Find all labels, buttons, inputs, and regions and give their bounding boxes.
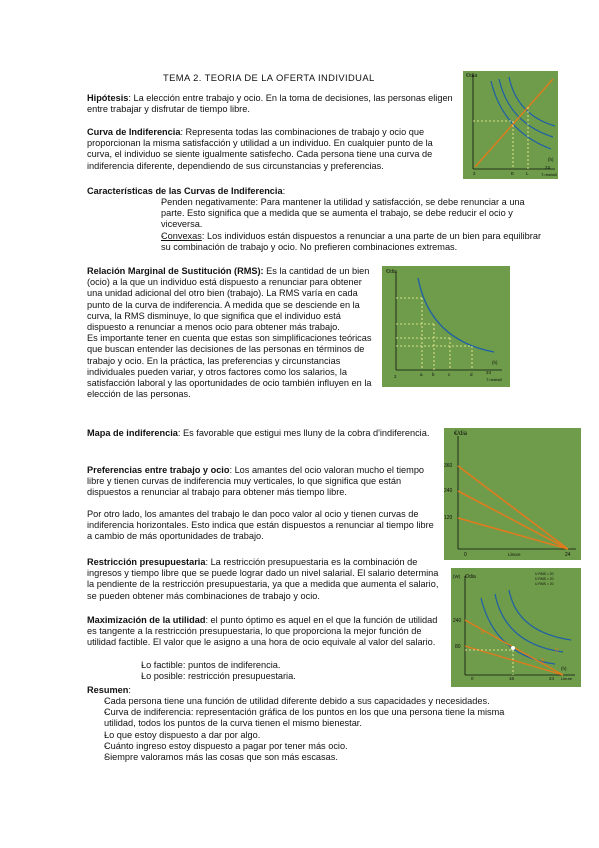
list-item: - Penden negativamente: Para mantener la utilidad y satisfacción, se debe renunciar a una parte. Esto significa que a medida que se aumenta el trabajo, se debe reducir el ocio y viceversa. xyxy=(161,197,545,231)
maximizacion-term: Maximización de la utilidad xyxy=(87,615,206,625)
figure-indifference-curves xyxy=(463,71,558,179)
fig2-tick-1: a xyxy=(420,372,423,377)
figure-rms xyxy=(382,266,510,387)
resumen-heading: Resumen: xyxy=(87,685,131,695)
fig4-xtick-0: 0 xyxy=(471,676,474,681)
fig4-ylabel-left: (W) xyxy=(453,574,461,579)
caracteristicas-heading: Características de las Curvas de Indiferencia: xyxy=(87,186,286,196)
fig2-tick-4: d xyxy=(470,372,473,377)
figure-utility-max xyxy=(451,568,581,687)
maximizacion-paragraph: Maximización de la utilidad: el punto óptimo es aquel en el que la función de utilidad es tangente a la restricción presupuestaria, lo que proporciona la mejor función de utilidad factible. El valor que le asigno a una hora de ocio equivale al valor del salario. xyxy=(87,615,438,648)
fig3-ytick-240: 240 xyxy=(444,488,453,494)
fig1-tick-2: L xyxy=(526,171,529,176)
maximizacion-list xyxy=(121,660,421,682)
fig4-legend: U RMS = 20 U RMS = 20 U RMS = 20 xyxy=(535,572,554,586)
list-item: - Lo que estoy dispuesto a dar por algo. xyxy=(87,730,517,741)
caracteristicas-term: Características de las Curvas de Indiferencia xyxy=(87,186,283,196)
fig1-tick-1: E xyxy=(511,171,515,176)
restriccion-term: Restricción presupuestaria xyxy=(87,557,206,567)
fig3-xtick-0: 0 xyxy=(464,552,467,558)
curva-paragraph xyxy=(87,127,459,172)
fig2-tick-2: b xyxy=(432,372,435,377)
fig2-xlabel2: T=traball xyxy=(486,377,502,382)
fig3-ytick-120: 120 xyxy=(444,515,453,521)
fig1-tick-3: 24 xyxy=(545,165,551,170)
list-item: - Curva de indiferencia: representación gráfica de los puntos en los que una persona tiene la misma utilidad, todos los puntos de la curva tienen el mismo bienestar. xyxy=(87,707,517,729)
curva-text: : Representa todas las combinaciones de trabajo y ocio que proporcionan la misma satisfacción y utilidad a un individuo. En cualquier punto de la curva, el individuo se siente igualmente satisfecho. Cada persona tiene una curva de indiferencia diferente, dependiendo de sus circunstancias y preferencias. xyxy=(87,127,433,171)
fig1-tick-0: 2 xyxy=(473,171,476,176)
hipotesis-text: : La elección entre trabajo y ocio. En la toma de decisiones, las personas eligen entre trabajar y disfrutar de tiempo libre. xyxy=(87,93,453,115)
fig2-xlabel: (h) xyxy=(492,360,498,365)
fig2-tick-5: 24 xyxy=(486,370,492,375)
hipotesis-paragraph xyxy=(87,93,457,115)
rms-paragraph: Relación Marginal de Sustitución (RMS): Es la cantidad de un bien (ocio) a la que un individuo está dispuesto a renunciar para obtener una unidad adicional del otro bien (trabajo). La RMS varía en cada punto de la curva de indiferencia. A medida que se desciende en la curva, la RMS disminuye, lo que significa que el individuo está dispuesto a renunciar a menos ocio para obtener más trabajo. Es importante tener en cuenta que estas son simplificaciones teóricas que buscan entender las decisiones de las personas en términos de trabajo y ocio. En la práctica, las preferencias y circunstancias individuales pueden variar, y otros factores como los salarios, la satisfacción laboral y las oportunidades de ocio también influyen en la elección de las personas. xyxy=(87,266,372,400)
fig4-point-a: A xyxy=(541,658,545,664)
preferencias-paragraph: Preferencias entre trabajo y ocio: Los amantes del ocio valoran mucho el tiempo libre y tienen curvas de indiferencia muy verticales, lo que significa que están dispuestos a renunciar al trabajo para obtener más tiempo libre. xyxy=(87,465,425,498)
fig2-ylabel: €/dia xyxy=(386,269,397,275)
fig4-xlabel-h: (h) xyxy=(561,666,567,671)
fig4-xtick-16: 16 xyxy=(509,676,515,681)
curva-term: Curva de Indiferencia xyxy=(87,127,181,137)
list-item: - Convexas: Los individuos están dispuestos a renunciar a una parte de un bien para equilibrar su combinación de trabajo y ocio. No prefieren combinaciones extremas. xyxy=(161,231,545,253)
caracteristicas-list xyxy=(149,197,545,253)
fig3-xlabel: Lleure xyxy=(508,552,521,557)
fig2-tick-0: 2 xyxy=(394,374,397,379)
fig2-tick-3: c xyxy=(448,372,451,377)
fig4-ytick-240: 240 xyxy=(453,618,462,624)
fig4-xtick-24: 24 xyxy=(549,676,555,681)
fig4-point-b: B xyxy=(481,630,485,636)
hipotesis-term: Hipótesis xyxy=(87,93,129,103)
preferencias-paragraph-2: Por otro lado, los amantes del trabajo le dan poco valor al ocio y tienen curvas de indiferencia horizontales. Esto indica que están dispuestos a renunciar al tiempo libre a cambio de más oportunidades de trabajo. xyxy=(87,509,434,542)
fig1-xlabel: (h) xyxy=(548,157,554,162)
list-item: - Lo posible: restricción presupuestaria. xyxy=(121,671,421,682)
list-item: - Cuánto ingreso estoy dispuesto a pagar por tener más ocio. xyxy=(87,741,517,752)
page-title: TEMA 2. TEORIA DE LA OFERTA INDIVIDUAL xyxy=(163,72,375,83)
restriccion-paragraph: Restricción presupuestaria: La restricción presupuestaria es la combinación de ingresos y tiempo libre que se puede lograr dado un nivel salarial. El salario determina la pendiente de la restricción presupuestaria, ya que a medida que aumenta el salario, se pueden obtener más combinaciones de trabajo y ocio. xyxy=(87,557,439,601)
fig4-ylabel: €/dia xyxy=(465,574,476,580)
mapa-paragraph: Mapa de indiferencia: Es favorable que estigui mes lluny de la cobra d'indiferencia. xyxy=(87,428,430,438)
preferencias-term: Preferencias entre trabajo y ocio xyxy=(87,465,230,475)
resumen-list xyxy=(87,696,517,763)
list-item: - Lo factible: puntos de indiferencia. xyxy=(121,660,421,671)
fig4-point-d: D xyxy=(555,648,559,654)
fig4-ytick-80: 80 xyxy=(455,644,461,650)
fig1-xlabel2: T=traball xyxy=(541,172,557,177)
figure-budget-lines xyxy=(444,428,581,560)
fig3-ytick-360: 360 xyxy=(444,463,453,469)
fig3-ylabel: €/dia xyxy=(454,431,468,437)
fig3-xtick-24: 24 xyxy=(565,552,571,558)
list-item: - Cada persona tiene una función de utilidad diferente debido a sus capacidades y necesidades. xyxy=(87,696,517,707)
list-item: - Siempre valoramos más las cosas que son más escasas. xyxy=(87,752,517,763)
fig1-ylabel: €/día xyxy=(466,73,478,79)
fig4-xlabel: Lleure xyxy=(561,676,573,681)
rms-term: Relación Marginal de Sustitución (RMS): xyxy=(87,266,264,276)
mapa-term: Mapa de indiferencia xyxy=(87,428,178,438)
